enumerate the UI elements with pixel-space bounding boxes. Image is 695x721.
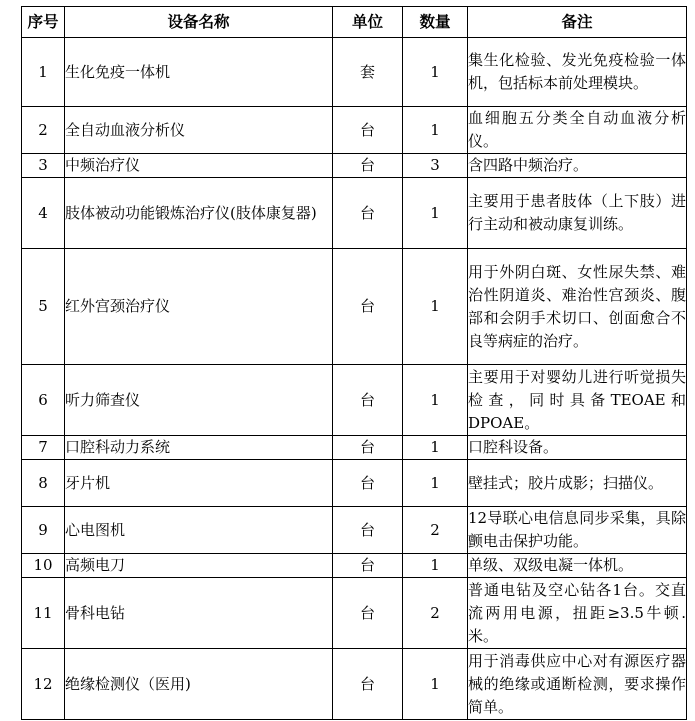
table-row — [22, 578, 687, 649]
row-unit: 台 — [333, 649, 403, 720]
row-name: 心电图机 — [65, 507, 333, 554]
header-name: 设备名称 — [65, 7, 333, 38]
row-name: 生化免疫一体机 — [65, 38, 333, 107]
row-qty: 2 — [403, 507, 468, 554]
header-qty: 数量 — [403, 7, 468, 38]
row-name: 骨科电钻 — [65, 578, 333, 649]
table-row — [22, 365, 687, 436]
row-no: 4 — [22, 178, 65, 249]
row-no: 10 — [22, 554, 65, 578]
row-no: 7 — [22, 436, 65, 460]
row-qty: 1 — [403, 249, 468, 365]
table-row — [22, 649, 687, 720]
row-note: 主要用于患者肢体（上下肢）进行主动和被动康复训练。 — [468, 178, 687, 249]
header-no: 序号 — [22, 7, 65, 38]
row-note: 12导联心电信息同步采集，具除颤电击保护功能。 — [468, 507, 687, 554]
header-note: 备注 — [468, 7, 687, 38]
row-no: 12 — [22, 649, 65, 720]
row-name: 高频电刀 — [65, 554, 333, 578]
table-row — [22, 507, 687, 554]
table-row — [22, 178, 687, 249]
row-qty: 3 — [403, 154, 468, 178]
row-no: 1 — [22, 38, 65, 107]
row-qty: 1 — [403, 38, 468, 107]
table-row — [22, 460, 687, 507]
row-unit: 台 — [333, 578, 403, 649]
row-name: 绝缘检测仪（医用) — [65, 649, 333, 720]
table-row — [22, 554, 687, 578]
row-unit: 台 — [333, 460, 403, 507]
row-name: 全自动血液分析仪 — [65, 107, 333, 154]
row-qty: 1 — [403, 107, 468, 154]
row-name: 肢体被动功能锻炼治疗仪(肢体康复器) — [65, 178, 333, 249]
row-note: 血细胞五分类全自动血液分析仪。 — [468, 107, 687, 154]
row-no: 3 — [22, 154, 65, 178]
row-qty: 1 — [403, 460, 468, 507]
row-note: 口腔科设备。 — [468, 436, 687, 460]
row-unit: 台 — [333, 436, 403, 460]
row-unit: 台 — [333, 365, 403, 436]
row-name: 口腔科动力系统 — [65, 436, 333, 460]
row-name: 中频治疗仪 — [65, 154, 333, 178]
row-unit: 台 — [333, 107, 403, 154]
row-no: 8 — [22, 460, 65, 507]
table-row — [22, 436, 687, 460]
row-unit: 套 — [333, 38, 403, 107]
row-unit: 台 — [333, 507, 403, 554]
table-row — [22, 154, 687, 178]
row-note: 普通电钻及空心钻各1台。交直流两用电源，扭距≥3.5牛顿.米。 — [468, 578, 687, 649]
table-row — [22, 249, 687, 365]
row-no: 5 — [22, 249, 65, 365]
header-row — [22, 7, 687, 38]
row-unit: 台 — [333, 154, 403, 178]
row-name: 牙片机 — [65, 460, 333, 507]
row-note: 用于消毒供应中心对有源医疗器械的绝缘或通断检测，要求操作简单。 — [468, 649, 687, 720]
row-qty: 2 — [403, 578, 468, 649]
table-row — [22, 38, 687, 107]
equipment-table — [21, 6, 687, 720]
row-no: 6 — [22, 365, 65, 436]
row-qty: 1 — [403, 649, 468, 720]
table-row — [22, 107, 687, 154]
row-unit: 台 — [333, 178, 403, 249]
row-no: 11 — [22, 578, 65, 649]
row-note: 集生化检验、发光免疫检验一体机，包括标本前处理模块。 — [468, 38, 687, 107]
row-qty: 1 — [403, 436, 468, 460]
row-qty: 1 — [403, 365, 468, 436]
row-note: 单级、双级电凝一体机。 — [468, 554, 687, 578]
row-name: 红外宫颈治疗仪 — [65, 249, 333, 365]
row-no: 9 — [22, 507, 65, 554]
row-unit: 台 — [333, 249, 403, 365]
row-qty: 1 — [403, 554, 468, 578]
row-note: 壁挂式；胶片成影；扫描仪。 — [468, 460, 687, 507]
row-note: 用于外阴白斑、女性尿失禁、难治性阴道炎、难治性宫颈炎、腹部和会阴手术切口、创面愈合不良等病症的治疗。 — [468, 249, 687, 365]
row-qty: 1 — [403, 178, 468, 249]
row-note: 主要用于对婴幼儿进行听觉损失检查，同时具备TEOAE和DPOAE。 — [468, 365, 687, 436]
header-unit: 单位 — [333, 7, 403, 38]
row-name: 听力筛查仪 — [65, 365, 333, 436]
row-unit: 台 — [333, 554, 403, 578]
row-note: 含四路中频治疗。 — [468, 154, 687, 178]
row-no: 2 — [22, 107, 65, 154]
